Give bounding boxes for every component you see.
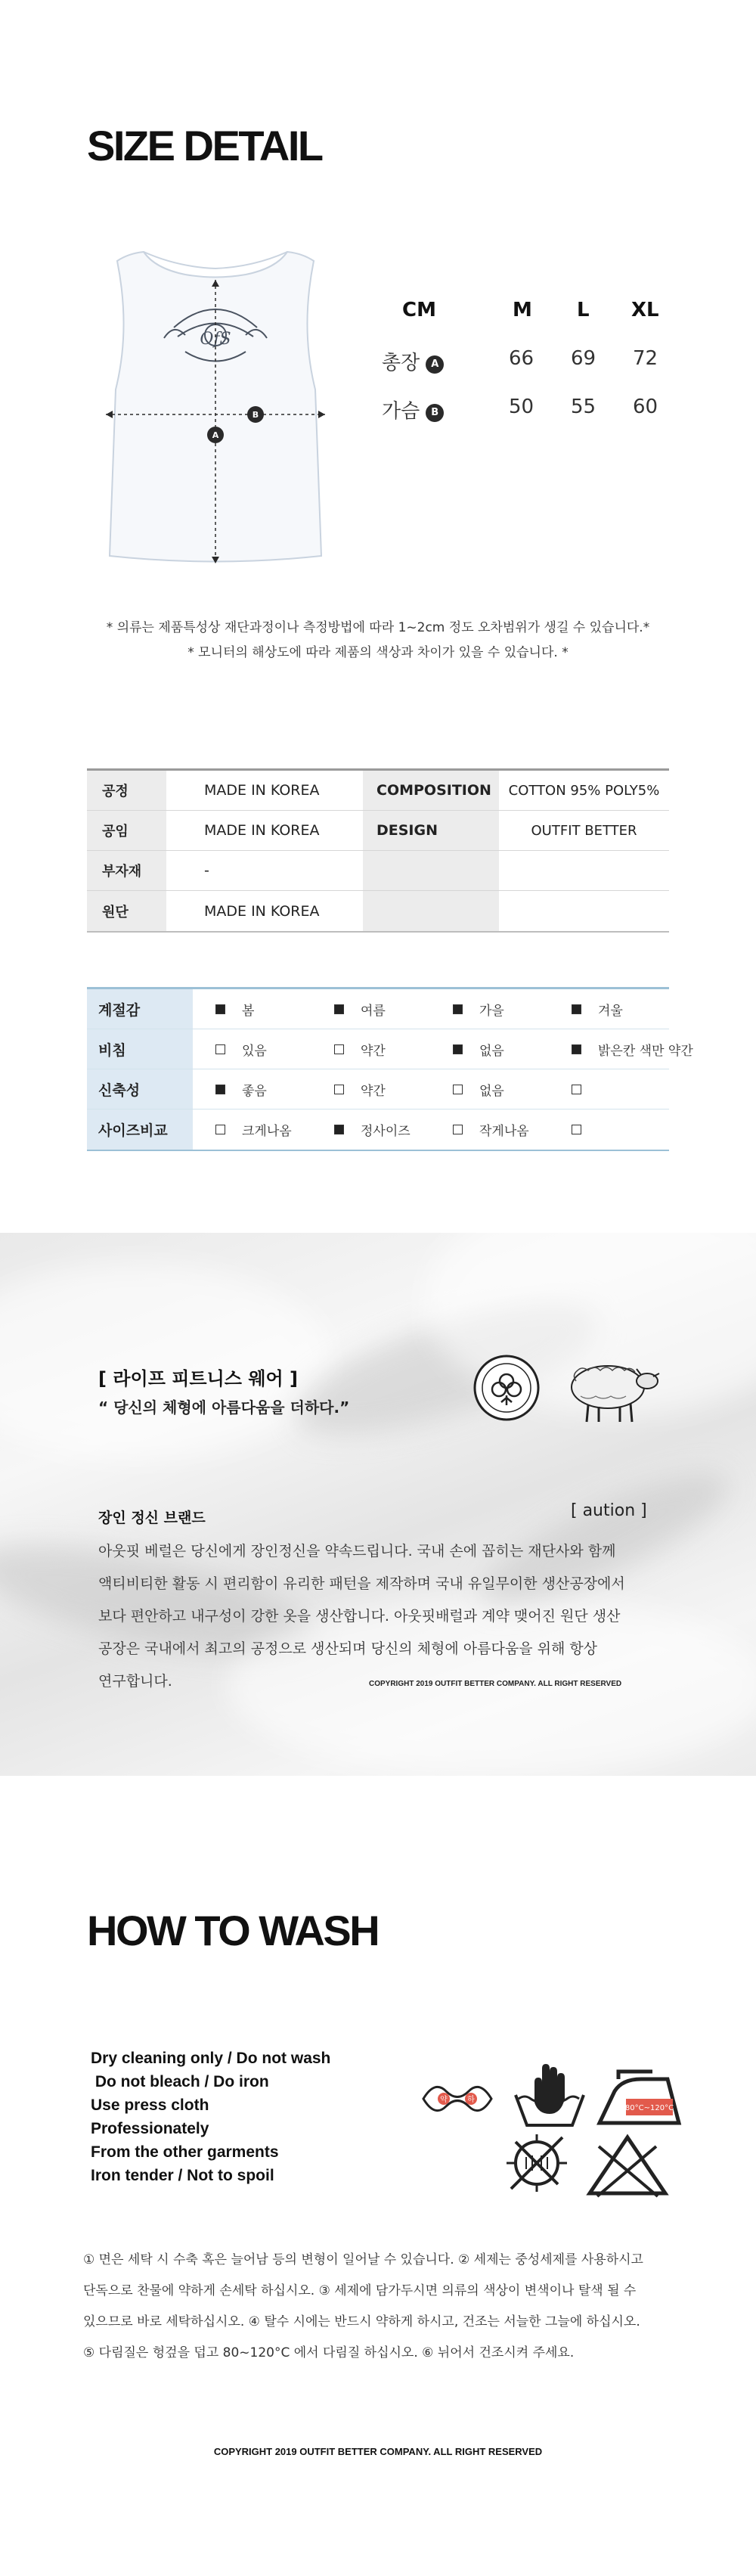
feel-row bbox=[87, 1069, 669, 1110]
tank-top-illustration bbox=[102, 238, 329, 575]
spec-row bbox=[87, 851, 669, 891]
checked-box-icon bbox=[215, 1085, 225, 1094]
sheep-icon bbox=[558, 1352, 664, 1425]
spec-label-2: DESIGN bbox=[363, 811, 499, 850]
spec-value-2 bbox=[499, 851, 669, 890]
iron-temp-label: 80°C~120°C bbox=[624, 2104, 674, 2112]
no-bleach-icon bbox=[582, 2131, 673, 2199]
size-row-chest bbox=[363, 396, 680, 444]
wash-instruction-line: 있으므로 바로 세탁하십시오. ④ 탈수 시에는 반드시 약하게 하시고, 건조는 서늘한 그늘에 하십시오. bbox=[83, 2314, 640, 2329]
feel-option-label: 크게나옴 bbox=[242, 1124, 292, 1139]
size-xl: XL bbox=[631, 299, 659, 321]
dry-clean-label-2: 하 bbox=[467, 2096, 475, 2104]
spec-value: MADE IN KOREA bbox=[204, 902, 320, 920]
feel-option-label: 작게나옴 bbox=[479, 1124, 529, 1139]
feel-option-label: 없음 bbox=[479, 1083, 504, 1099]
no-tumble-dry-icon bbox=[505, 2131, 569, 2196]
feel-option bbox=[549, 1029, 693, 1069]
hand-wash-icon bbox=[508, 2061, 591, 2129]
feel-option-label: 가을 bbox=[479, 1003, 504, 1019]
feel-option bbox=[311, 1029, 430, 1069]
feel-option bbox=[193, 989, 311, 1029]
feel-option bbox=[193, 1069, 311, 1109]
brand-body-line: 액티비티한 활동 시 편리함이 유리한 패턴을 제작하며 국내 유일무이한 생산공장에서 bbox=[98, 1575, 625, 1592]
value-m: 66 bbox=[509, 347, 534, 370]
feel-option-label: 없음 bbox=[479, 1043, 504, 1059]
feel-option-label: 정사이즈 bbox=[361, 1124, 411, 1139]
feel-option bbox=[549, 989, 669, 1029]
wash-list-item: Use press cloth bbox=[91, 2096, 209, 2114]
feel-option-label: 봄 bbox=[242, 1003, 255, 1019]
how-to-wash-title: HOW TO WASH bbox=[87, 1907, 379, 1954]
feel-label: 사이즈비교 bbox=[87, 1110, 193, 1150]
wash-instruction-line: ⑤ 다림질은 헝겊을 덥고 80~120°C 에서 다림질 하십시오. ⑥ 뉘어서 건조시켜 주세요. bbox=[83, 2345, 575, 2360]
spec-value-2 bbox=[499, 891, 669, 931]
checked-box-icon bbox=[453, 1044, 463, 1054]
wash-list-item: Professionately bbox=[91, 2120, 209, 2137]
wash-instruction-line: ① 면은 세탁 시 수축 혹은 늘어남 등의 변형이 일어날 수 있습니다. ② 세제는 중성세제를 사용하시고 bbox=[83, 2252, 643, 2267]
spec-label: 공정 bbox=[87, 771, 166, 810]
dry-clean-icon bbox=[420, 2076, 495, 2121]
spec-row bbox=[87, 811, 669, 851]
feel-option-label: 약간 bbox=[361, 1043, 386, 1059]
feel-label: 신축성 bbox=[87, 1069, 193, 1109]
spec-label-2 bbox=[363, 891, 499, 931]
size-detail-title: SIZE DETAIL bbox=[87, 122, 322, 169]
svg-text:OfS: OfS bbox=[200, 330, 231, 349]
spec-label: 부자재 bbox=[87, 851, 166, 890]
checked-box-icon bbox=[215, 1004, 225, 1014]
spec-row bbox=[87, 771, 669, 811]
spec-label: 원단 bbox=[87, 891, 166, 931]
feel-option-label: 약간 bbox=[361, 1083, 386, 1099]
feel-option bbox=[430, 1069, 549, 1109]
spec-label: 공임 bbox=[87, 811, 166, 850]
feel-option-label: 겨울 bbox=[598, 1003, 623, 1019]
feel-option bbox=[311, 989, 430, 1029]
checked-box-icon bbox=[572, 1044, 581, 1054]
spec-value: MADE IN KOREA bbox=[204, 782, 320, 799]
wash-list-item: Dry cleaning only / Do not wash bbox=[91, 2050, 331, 2067]
wash-list bbox=[91, 2047, 330, 2187]
brand-subtitle: “ 당신의 체형에 아름다움을 더하다.” bbox=[98, 1398, 350, 1417]
spec-label-2 bbox=[363, 851, 499, 890]
feel-option bbox=[549, 1069, 669, 1109]
feel-option-label: 여름 bbox=[361, 1003, 386, 1019]
cotton-badge-icon bbox=[472, 1354, 541, 1422]
checked-box-icon bbox=[572, 1004, 581, 1014]
iron-temp-icon bbox=[596, 2069, 683, 2129]
svg-text:B: B bbox=[252, 410, 259, 420]
value-xl: 60 bbox=[633, 396, 658, 418]
badge-a: A bbox=[426, 355, 444, 374]
empty-box-icon bbox=[215, 1044, 225, 1054]
size-table bbox=[363, 299, 680, 444]
value-m: 50 bbox=[509, 396, 534, 418]
value-l: 55 bbox=[571, 396, 596, 418]
row-label: 총장 A bbox=[382, 347, 444, 375]
feel-label: 계절감 bbox=[87, 989, 193, 1029]
spec-value: - bbox=[204, 862, 209, 879]
wash-list-item: From the other garments bbox=[91, 2143, 279, 2161]
feel-row bbox=[87, 1110, 669, 1150]
wash-instructions bbox=[83, 2245, 680, 2369]
feel-option bbox=[311, 1110, 430, 1150]
feel-option bbox=[193, 1110, 311, 1150]
size-row-length bbox=[363, 347, 680, 396]
feel-row bbox=[87, 1029, 693, 1069]
feel-option-label: 밝은칸 색만 약간 bbox=[598, 1043, 693, 1059]
row-label: 가슴 B bbox=[382, 396, 444, 424]
size-note-2: * 모니터의 해상도에 따라 제품의 색상과 차이가 있을 수 있습니다. * bbox=[187, 645, 569, 660]
brand-body-line: 공장은 국내에서 최고의 공정으로 생산되며 당신의 체형에 아름다움을 위해 항상 bbox=[98, 1640, 598, 1657]
feel-option bbox=[193, 1029, 311, 1069]
dry-clean-label-1: 약 bbox=[440, 2096, 448, 2104]
spec-row bbox=[87, 891, 669, 931]
feel-option bbox=[430, 1029, 549, 1069]
brand-title: [ 라이프 피트니스 웨어 ] bbox=[98, 1368, 299, 1389]
wash-instruction-line: 단독으로 찬물에 약하게 손세탁 하십시오. ③ 세제에 담가두시면 의류의 색상이 변색이나 탈색 될 수 bbox=[83, 2283, 637, 2298]
empty-box-icon bbox=[572, 1125, 581, 1134]
value-l: 69 bbox=[571, 347, 596, 370]
svg-text:A: A bbox=[212, 430, 219, 440]
wash-list-item: Iron tender / Not to spoil bbox=[91, 2167, 274, 2184]
feel-label: 비침 bbox=[87, 1029, 193, 1069]
size-note-1: * 의류는 제품특성상 재단과정이나 측정방법에 따라 1~2cm 정도 오차범위가 생길 수 있습니다.* bbox=[106, 620, 650, 635]
empty-box-icon bbox=[334, 1044, 344, 1054]
spec-label-2: COMPOSITION bbox=[363, 771, 499, 810]
empty-box-icon bbox=[453, 1125, 463, 1134]
feel-option bbox=[430, 1110, 549, 1150]
feel-option-label: 좋음 bbox=[242, 1083, 267, 1099]
spec-table bbox=[87, 768, 669, 933]
badge-b: B bbox=[426, 404, 444, 422]
brand-body-line: 아웃핏 베럴은 당신에게 장인정신을 약속드립니다. 국내 손에 꼽히는 재단사와 함께 bbox=[98, 1543, 616, 1560]
feel-option bbox=[549, 1110, 669, 1150]
feel-option bbox=[430, 989, 549, 1029]
footer-copyright: COPYRIGHT 2019 OUTFIT BETTER COMPANY. ALL RIGHT RESERVED bbox=[213, 2446, 543, 2457]
size-l: L bbox=[577, 299, 590, 321]
brand-copyright: COPYRIGHT 2019 OUTFIT BETTER COMPANY. ALL RIGHT RESERVED bbox=[369, 1680, 622, 1688]
brand-heading: 장인 정신 브랜드 bbox=[98, 1510, 206, 1526]
spec-value-2: OUTFIT BETTER bbox=[531, 822, 637, 839]
brand-body-line: 보다 편안하고 내구성이 강한 옷을 생산합니다. 아웃핏배럴과 계약 맺어진 원단 생산 bbox=[98, 1608, 621, 1625]
empty-box-icon bbox=[453, 1085, 463, 1094]
size-m: M bbox=[513, 299, 532, 321]
brand-body bbox=[98, 1535, 662, 1698]
empty-box-icon bbox=[572, 1085, 581, 1094]
empty-box-icon bbox=[334, 1085, 344, 1094]
feel-row bbox=[87, 989, 669, 1029]
unit-label: CM bbox=[402, 299, 436, 321]
feel-option bbox=[311, 1069, 430, 1109]
checked-box-icon bbox=[453, 1004, 463, 1014]
brand-right-label: [ aution ] bbox=[571, 1501, 647, 1520]
checked-box-icon bbox=[334, 1125, 344, 1134]
size-table-header bbox=[363, 299, 680, 347]
value-xl: 72 bbox=[633, 347, 658, 370]
spec-value-2: COTTON 95% POLY5% bbox=[508, 782, 660, 799]
empty-box-icon bbox=[215, 1125, 225, 1134]
feel-option-label: 있음 bbox=[242, 1043, 267, 1059]
checked-box-icon bbox=[334, 1004, 344, 1014]
wash-list-item: Do not bleach / Do iron bbox=[91, 2073, 269, 2090]
brand-body-line: 연구합니다. bbox=[98, 1673, 172, 1690]
fabric-feel-table bbox=[87, 987, 693, 1151]
spec-value: MADE IN KOREA bbox=[204, 822, 320, 839]
